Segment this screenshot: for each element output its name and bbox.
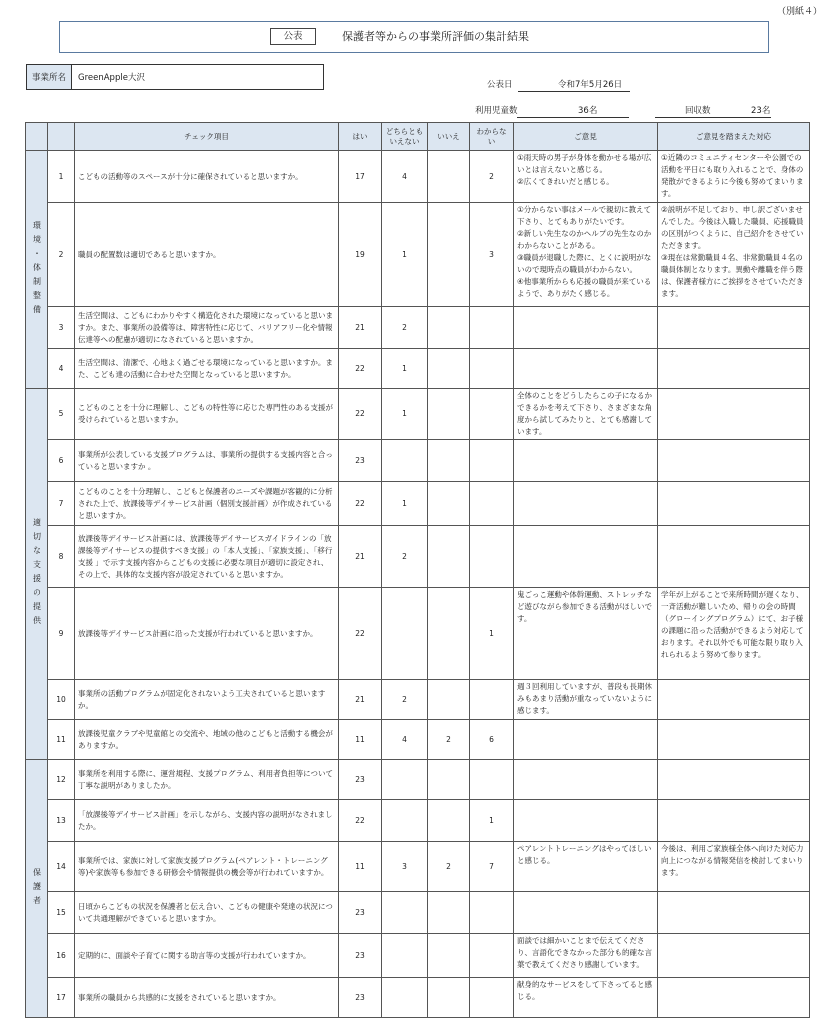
unknown-count	[470, 760, 514, 800]
no-count	[428, 307, 470, 349]
no-count	[428, 680, 470, 720]
check-item: 事業所の活動プログラムが固定化されないよう工夫されていると思いますか。	[75, 680, 339, 720]
row-number: 6	[48, 440, 75, 482]
table-row	[26, 842, 810, 892]
response-cell	[658, 349, 810, 389]
row-number: 7	[48, 482, 75, 526]
neither-count	[382, 440, 428, 482]
response-cell	[658, 892, 810, 934]
unknown-count	[470, 389, 514, 440]
neither-count	[382, 978, 428, 1018]
response-cell	[658, 440, 810, 482]
users-count: 36名	[578, 106, 598, 116]
table-row	[26, 892, 810, 934]
row-number: 16	[48, 934, 75, 978]
check-item: こどものことを十分理解し、こどもと保護者のニーズや課題が客観的に分析された上で、放課後等デイサービス計画（個別支援計画）が作成されていると思いますか。	[75, 482, 339, 526]
no-count: 2	[428, 842, 470, 892]
response-cell	[658, 760, 810, 800]
table-row	[26, 389, 810, 440]
table-row	[26, 934, 810, 978]
no-count	[428, 760, 470, 800]
response-cell: ②説明が不足しており、申し訳ございませんでした。今後は入職した職員、応援職員の区別がつくように、自己紹介をさせていただきます。 ③現在は常勤職員４名、非常勤職員４名の職員体制となります。異動や離職を伴う際は、保護者様方にご挨拶をさせていただきます。	[658, 203, 810, 307]
response-cell: 学年が上がることで来所時間が遅くなり、一斉活動が難しいため、帰りの会の時間（グローイングプログラム）にて、お子様の課題に沿った活動ができるよう対応しております。それ以外でも可能な限り取り入れられるよう努めて参ります。	[658, 588, 810, 680]
pub-date: 令和7年5月26日	[558, 80, 623, 90]
opinion-cell: 週３回利用していますが、普段も長期休みもあまり活動が重なっていないように感じます。	[514, 680, 658, 720]
page-title: 保護者等からの事業所評価の集計結果	[342, 30, 529, 43]
response-cell	[658, 482, 810, 526]
header-blank-cat	[26, 123, 48, 151]
neither-count: 1	[382, 203, 428, 307]
opinion-cell	[514, 526, 658, 588]
table-row	[26, 349, 810, 389]
table-row	[26, 482, 810, 526]
unknown-count	[470, 680, 514, 720]
neither-count: 2	[382, 307, 428, 349]
row-number: 4	[48, 349, 75, 389]
header-yes: はい	[339, 123, 382, 151]
no-count	[428, 978, 470, 1018]
yes-count: 23	[339, 892, 382, 934]
users-label: 利用児童数	[475, 106, 518, 116]
check-item: 定期的に、面談や子育てに関する助言等の支援が行われていますか。	[75, 934, 339, 978]
opinion-cell	[514, 720, 658, 760]
unknown-count: 6	[470, 720, 514, 760]
yes-count: 17	[339, 151, 382, 203]
category-cell	[26, 151, 48, 389]
check-item: 「放課後等デイサービス計画」を示しながら、支援内容の説明がなされましたか。	[75, 800, 339, 842]
response-cell	[658, 720, 810, 760]
unknown-count	[470, 978, 514, 1018]
check-item: 生活空間は、清潔で、心地よく過ごせる環境になっていると思いますか。また、こども達の活動に合わせた空間となっていると思いますか。	[75, 349, 339, 389]
check-item: こどものことを十分に理解し、こどもの特性等に応じた専門性のある支援が受けられていると思いますか。	[75, 389, 339, 440]
table-row	[26, 203, 810, 307]
row-number: 3	[48, 307, 75, 349]
no-count	[428, 389, 470, 440]
opinion-cell	[514, 800, 658, 842]
yes-count: 22	[339, 588, 382, 680]
response-cell	[658, 526, 810, 588]
responses-underline	[655, 117, 771, 118]
unknown-count	[470, 892, 514, 934]
row-number: 2	[48, 203, 75, 307]
no-count	[428, 349, 470, 389]
yes-count: 23	[339, 934, 382, 978]
neither-count	[382, 800, 428, 842]
row-number: 5	[48, 389, 75, 440]
table-row	[26, 760, 810, 800]
check-item: 事業所を利用する際に、運営規程、支援プログラム、利用者負担等について丁寧な説明がありましたか。	[75, 760, 339, 800]
yes-count: 19	[339, 203, 382, 307]
opinion-cell	[514, 440, 658, 482]
unknown-count: 1	[470, 800, 514, 842]
no-count: 2	[428, 720, 470, 760]
opinion-cell: 面談では細かいことまで伝えてくださり、言語化できなかった部分も的確な言葉で教えてくださり感謝しています。	[514, 934, 658, 978]
responses-label: 回収数	[685, 106, 711, 116]
yes-count: 23	[339, 760, 382, 800]
opinion-cell: ①雨天時の男子が身体を動かせる場が広いとは言えないと感じる。 ②広くてきれいだと感じる。	[514, 151, 658, 203]
neither-count	[382, 760, 428, 800]
neither-count: 2	[382, 680, 428, 720]
check-item: 生活空間は、こどもにわかりやすく構造化された環境になっていると思いますか。また、事業所の設備等は、障害特性に応じて、バリアフリー化や情報伝達等への配慮が適切になされていると思いますか。	[75, 307, 339, 349]
neither-count: 1	[382, 389, 428, 440]
yes-count: 11	[339, 842, 382, 892]
row-number: 11	[48, 720, 75, 760]
unknown-count: 2	[470, 151, 514, 203]
yes-count: 23	[339, 440, 382, 482]
table-row	[26, 978, 810, 1018]
attachment-label: （別紙４）	[776, 7, 822, 17]
row-number: 17	[48, 978, 75, 1018]
neither-count: 4	[382, 151, 428, 203]
category-label: 環境・体制整備	[32, 220, 42, 319]
table-row	[26, 800, 810, 842]
no-count	[428, 934, 470, 978]
row-number: 10	[48, 680, 75, 720]
header-neither: どちらとも いえない	[382, 123, 428, 151]
neither-count: 4	[382, 720, 428, 760]
header-item: チェック項目	[75, 123, 339, 151]
unknown-count	[470, 526, 514, 588]
unknown-count	[470, 307, 514, 349]
yes-count: 22	[339, 800, 382, 842]
facility-label: 事業所名	[27, 65, 72, 89]
yes-count: 21	[339, 680, 382, 720]
opinion-cell	[514, 307, 658, 349]
response-cell	[658, 934, 810, 978]
neither-count: 3	[382, 842, 428, 892]
facility-name: GreenApple大沢	[78, 73, 145, 83]
unknown-count	[470, 934, 514, 978]
opinion-cell: ペアレントトレーニングはやってほしいと感じる。	[514, 842, 658, 892]
row-number: 15	[48, 892, 75, 934]
no-count	[428, 588, 470, 680]
check-item: 事業所が公表している支援プログラムは、事業所の提供する支援内容と合っていると思いますか 。	[75, 440, 339, 482]
yes-count: 22	[339, 349, 382, 389]
header-opinion: ご意見	[514, 123, 658, 151]
unknown-count	[470, 482, 514, 526]
pub-date-label: 公表日	[487, 80, 513, 90]
yes-count: 22	[339, 389, 382, 440]
table-row	[26, 720, 810, 760]
yes-count: 22	[339, 482, 382, 526]
check-item: 放課後児童クラブや児童館との交流や、地域の他のこどもと活動する機会がありますか。	[75, 720, 339, 760]
unknown-count: 1	[470, 588, 514, 680]
table-row	[26, 440, 810, 482]
table-row	[26, 588, 810, 680]
response-cell	[658, 307, 810, 349]
unknown-count	[470, 440, 514, 482]
opinion-cell	[514, 482, 658, 526]
neither-count	[382, 588, 428, 680]
opinion-cell: 鬼ごっこ運動や体幹運動、ストレッチなど遊びながら参加できる活動がほしいです。	[514, 588, 658, 680]
check-item: 放課後等デイサービス計画には、放課後等デイサービスガイドラインの「放課後等デイサービスの提供すべき支援」の「本人支援」、「家族支援」、「移行支援 」で示す支援内容からこどもの支援に必要な項目が適切に設定され、その上で、具体的な支援内容が設定されていると思いますか。	[75, 526, 339, 588]
response-cell	[658, 680, 810, 720]
opinion-cell	[514, 892, 658, 934]
neither-count: 1	[382, 482, 428, 526]
response-cell: 今後は、利用ご家族様全体へ向けた対応力向上につながる情報発信を検討してまいります。	[658, 842, 810, 892]
response-cell	[658, 800, 810, 842]
unknown-count: 7	[470, 842, 514, 892]
evaluation-table	[25, 122, 810, 1018]
opinion-cell: 献身的なサービスをして下さってると感じる。	[514, 978, 658, 1018]
yes-count: 11	[339, 720, 382, 760]
no-count	[428, 892, 470, 934]
unknown-count	[470, 349, 514, 389]
no-count	[428, 526, 470, 588]
row-number: 9	[48, 588, 75, 680]
unknown-count: 3	[470, 203, 514, 307]
opinion-cell: ①分からない事はメールで親切に教えて下さり、とてもありがたいです。 ②新しい先生なのかヘルプの先生なのかわからないことがある。 ③職員が退職した際に、とくに説明がないので現時点の職員がわからない。 ④他事業所からも応援の職員が来ているようで、ありがたく感じる。	[514, 203, 658, 307]
yes-count: 23	[339, 978, 382, 1018]
opinion-cell	[514, 349, 658, 389]
facility-box	[26, 64, 324, 90]
response-cell	[658, 978, 810, 1018]
check-item: 放課後等デイサービス計画に沿った支援が行われていると思いますか。	[75, 588, 339, 680]
header-blank-no	[48, 123, 75, 151]
row-number: 1	[48, 151, 75, 203]
yes-count: 21	[339, 526, 382, 588]
no-count	[428, 151, 470, 203]
yes-count: 21	[339, 307, 382, 349]
response-cell: ①近隣のコミュニティセンターや公園での活動を平日にも取り入れることで、身体の発散ができるように今後も努めてまいります。	[658, 151, 810, 203]
category-cell	[26, 760, 48, 1018]
row-number: 12	[48, 760, 75, 800]
table-row	[26, 526, 810, 588]
title-box	[59, 21, 769, 53]
no-count	[428, 800, 470, 842]
header-no: いいえ	[428, 123, 470, 151]
category-label: 適切な支援の提供	[32, 518, 42, 630]
table-row	[26, 307, 810, 349]
check-item: こどもの活動等のスペースが十分に確保されていると思いますか。	[75, 151, 339, 203]
opinion-cell: 全体のことをどうしたらこの子になるかできるかを考えて下さり、さまざまな角度から試してみたりと、とても感謝しています。	[514, 389, 658, 440]
no-count	[428, 203, 470, 307]
category-label: 保護者	[32, 867, 42, 910]
neither-count: 1	[382, 349, 428, 389]
header-row	[26, 123, 810, 151]
no-count	[428, 482, 470, 526]
check-item: 事業所では、家族に対して家族支援プログラム(ペアレント・トレーニング等)や家族等も参加できる研修会や情報提供の機会等が行われていますか。	[75, 842, 339, 892]
category-cell	[26, 389, 48, 760]
check-item: 事業所の職員から共感的に支援をされていると思いますか。	[75, 978, 339, 1018]
public-label: 公表	[270, 28, 316, 45]
response-cell	[658, 389, 810, 440]
pub-date-underline	[518, 91, 630, 92]
table-row	[26, 151, 810, 203]
neither-count: 2	[382, 526, 428, 588]
row-number: 8	[48, 526, 75, 588]
check-item: 職員の配置数は適切であると思いますか。	[75, 203, 339, 307]
neither-count	[382, 892, 428, 934]
row-number: 13	[48, 800, 75, 842]
check-item: 日頃からこどもの状況を保護者と伝え合い、こどもの健康や発達の状況について共通理解ができていると思いますか。	[75, 892, 339, 934]
table-row	[26, 680, 810, 720]
no-count	[428, 440, 470, 482]
row-number: 14	[48, 842, 75, 892]
header-unknown: わからない	[470, 123, 514, 151]
header-response: ご意見を踏まえた対応	[658, 123, 810, 151]
neither-count	[382, 934, 428, 978]
responses-count: 23名	[751, 106, 771, 116]
users-underline	[517, 117, 629, 118]
opinion-cell	[514, 760, 658, 800]
